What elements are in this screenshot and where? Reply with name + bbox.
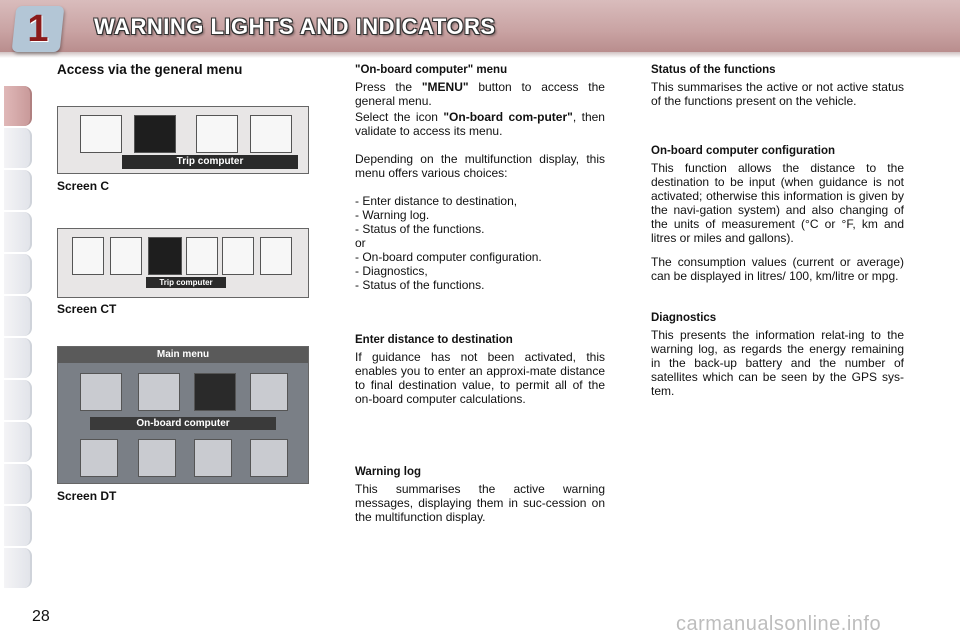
list-item: - Status of the functions. [355,278,485,292]
config-heading: On-board computer configuration [651,145,835,157]
status-text: This summarises the active or not active status of the functions present on the vehicle. [651,80,904,108]
list-item: - Status of the functions. [355,222,485,236]
chapter-tab-4[interactable] [4,212,32,252]
trip-computer-icon [148,237,182,275]
menu-paragraph-3: Depending on the multifunction display, this menu offers various choices: [355,152,605,180]
menu-heading: "On-board computer" menu [355,64,508,76]
settings-icon [138,439,176,477]
chapter-tab-12[interactable] [4,548,32,588]
left-heading: Access via the general menu [57,62,243,77]
chapter-tab-11[interactable] [4,506,32,546]
settings-icon [186,237,218,275]
phone-icon [80,439,118,477]
chapter-tab-5[interactable] [4,254,32,294]
list-item: - On-board computer configuration. [355,250,542,264]
enter-distance-heading: Enter distance to destination [355,334,513,346]
chapter-number: 1 [27,8,49,50]
screen-dt-label: Screen DT [57,489,117,503]
screen-ct-image [57,228,309,298]
chapter-tab-strip [0,62,34,580]
navigation-icon [72,237,104,275]
audio-icon [110,237,142,275]
config-text-1: This function allows the distance to the destination to be input (when guidance is not activated; otherwise this information is given by the navi-gation system) and also changing of the units of measurement (°C or °F, km and litres or miles and gallons). [651,161,904,245]
watermark: carmanualsonline.info [676,613,882,635]
navigation-icon [80,373,122,411]
enter-distance-text: If guidance has not been activated, this enables you to enter an approxi-mate distance to final destination value, to permit all of the on-board computer calculations. [355,350,605,406]
chapter-tab-8[interactable] [4,380,32,420]
screen-dt-title: Main menu [58,347,308,363]
chapter-tab-10[interactable] [4,464,32,504]
audio-icon [80,115,122,153]
config-text-2: The consumption values (current or average) can be displayed in litres/ 100, km/litre or mpg. [651,255,904,283]
screen-ct-label: Screen CT [57,302,117,316]
settings-icon [196,115,238,153]
map-icon [194,439,232,477]
diagnostics-heading: Diagnostics [651,312,717,324]
or-separator: or [355,236,366,250]
header-shadow [0,52,960,58]
diagnostics-text: This presents the information relat-ing to the warning log, as regards the energy remaining in the back-up battery and the number of satellites which can be seen by the GPS sys-tem. [651,328,904,398]
status-heading: Status of the functions [651,64,776,76]
phone-icon [222,237,254,275]
menu-paragraph-1: Press the "MENU" button to access the general menu. [355,80,605,108]
trip-computer-icon [134,115,176,153]
display-icon [250,439,288,477]
audio-icon [138,373,180,411]
chapter-tab-3[interactable] [4,170,32,210]
menu-options-list-a [355,194,605,292]
screen-dt-image [57,346,309,484]
screen-c-bar: Trip computer [122,155,298,169]
config-icon [260,237,292,275]
chapter-tab-9[interactable] [4,422,32,462]
list-item: - Warning log. [355,208,430,222]
chapter-tab-1[interactable] [4,86,32,126]
chapter-tab-2[interactable] [4,128,32,168]
screen-c-label: Screen C [57,179,110,193]
phone-icon [250,115,292,153]
menu-paragraph-2: Select the icon "On-board com-puter", then validate to access its menu. [355,110,605,138]
screen-dt-bar: On-board computer [90,417,276,430]
screen-c-image [57,106,309,174]
list-item: - Diagnostics, [355,264,428,278]
trip-computer-icon [194,373,236,411]
chapter-tab-7[interactable] [4,338,32,378]
warning-log-text: This summarises the active warning messages, displaying them in suc-cession on the multifunction display. [355,482,605,524]
list-item: - Enter distance to destination, [355,194,518,208]
page-number: 28 [32,608,50,625]
warning-log-heading: Warning log [355,466,422,478]
chapter-title: WARNING LIGHTS AND INDICATORS [94,14,496,39]
notebook-icon [250,373,288,411]
chapter-tab-6[interactable] [4,296,32,336]
screen-ct-bar: Trip computer [146,277,226,288]
